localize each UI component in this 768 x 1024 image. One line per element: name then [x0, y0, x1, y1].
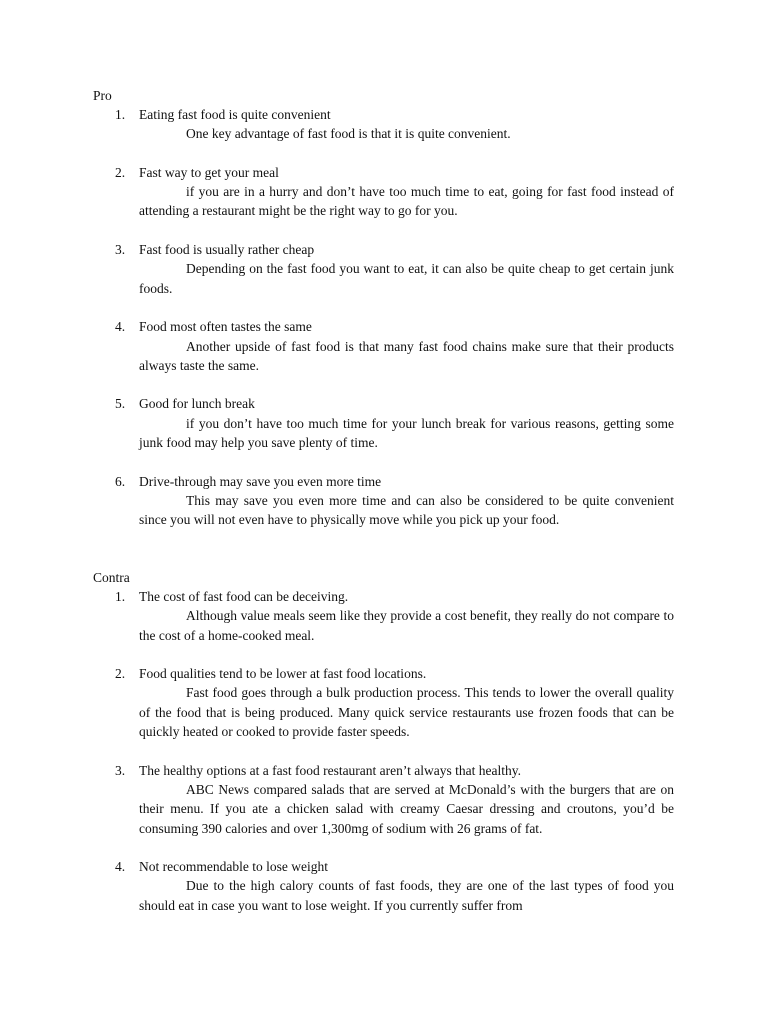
- contra-item-3-title: The healthy options at a fast food restaurant aren’t always that healthy.: [139, 762, 521, 778]
- pro-item-3: [93, 240, 674, 298]
- pro-item-4-body: Another upside of fast food is that many fast food chains make sure that their products always taste the same.: [139, 338, 674, 373]
- pro-item-4-number: 4.: [115, 319, 126, 335]
- contra-item-4-title: Not recommendable to lose weight: [139, 859, 328, 875]
- pro-item-2-title: Fast way to get your meal: [139, 164, 279, 180]
- contra-item-3-number: 3.: [115, 762, 126, 778]
- contra-item-1-title: The cost of fast food can be deceiving.: [139, 589, 349, 604]
- pro-item-2: [93, 163, 674, 221]
- pro-item-3-title: Fast food is usually rather cheap: [139, 242, 315, 258]
- contra-item-2: [93, 664, 674, 741]
- pro-item-6-body: This may save you even more time and can also be considered to be quite convenient since you will not even have to physically move while you pick up your food.: [139, 492, 674, 528]
- pro-item-6: [93, 472, 674, 530]
- contra-item-4: [93, 857, 674, 915]
- contra-item-3-body: ABC News compared salads that are served at McDonald’s with the burgers that are on their menu. If you ate a chicken salad with creamy Caesar dressing and croutons, you’d be consuming 390 calories and over 1,300mg of sodium with 26 grams of fat.: [139, 781, 674, 836]
- contra-item-2-title: Food qualities tend to be lower at fast food locations.: [139, 666, 427, 682]
- contra-heading: Contra: [93, 570, 130, 585]
- pro-item-3-number: 3.: [115, 242, 126, 258]
- pro-item-5-title: Good for lunch break: [139, 396, 255, 412]
- pro-item-1-number: 1.: [115, 107, 126, 122]
- contra-item-1: [93, 587, 674, 645]
- pro-item-6-title: Drive-through may save you even more time: [139, 473, 382, 489]
- pro-item-2-body: if you are in a hurry and don’t have too much time to eat, going for fast food instead of attending a restaurant might be the right way to go for you.: [139, 184, 674, 219]
- contra-item-1-number: 1.: [115, 589, 126, 604]
- contra-list: [93, 587, 674, 934]
- pro-item-6-number: 6.: [115, 473, 126, 489]
- contra-item-3: [93, 761, 674, 838]
- pro-item-5-number: 5.: [115, 396, 126, 412]
- contra-item-1-body: Although value meals seem like they provide a cost benefit, they really do not compare to the cost of a home-cooked meal.: [139, 608, 674, 643]
- pro-item-4-title: Food most often tastes the same: [139, 319, 312, 335]
- pro-item-2-number: 2.: [115, 164, 126, 180]
- pro-item-5-body: if you don’t have too much time for your lunch break for various reasons, getting some junk food may help you save plenty of time.: [139, 415, 674, 451]
- contra-item-4-body: Due to the high calory counts of fast foods, they are one of the last types of food you should eat in case you want to lose weight. If you currently suffer from: [139, 878, 674, 913]
- pro-item-1-body: One key advantage of fast food is that it is quite convenient.: [186, 126, 511, 142]
- pro-item-4: [93, 317, 674, 375]
- pro-heading: Pro: [93, 88, 112, 103]
- contra-item-2-number: 2.: [115, 666, 126, 682]
- pro-item-5: [93, 394, 674, 452]
- pro-item-1-title: Eating fast food is quite convenient: [139, 107, 331, 122]
- pro-item-1: [93, 105, 674, 144]
- pro-list: [93, 105, 674, 549]
- pro-item-3-body: Depending on the fast food you want to eat, it can also be quite cheap to get certain junk foods.: [139, 261, 674, 296]
- contra-item-4-number: 4.: [115, 859, 126, 875]
- contra-item-2-body: Fast food goes through a bulk production process. This tends to lower the overall quality of the food that is being produced. Many quick service restaurants use frozen foods that can be quickly heated or cooked to provide faster speeds.: [139, 685, 674, 740]
